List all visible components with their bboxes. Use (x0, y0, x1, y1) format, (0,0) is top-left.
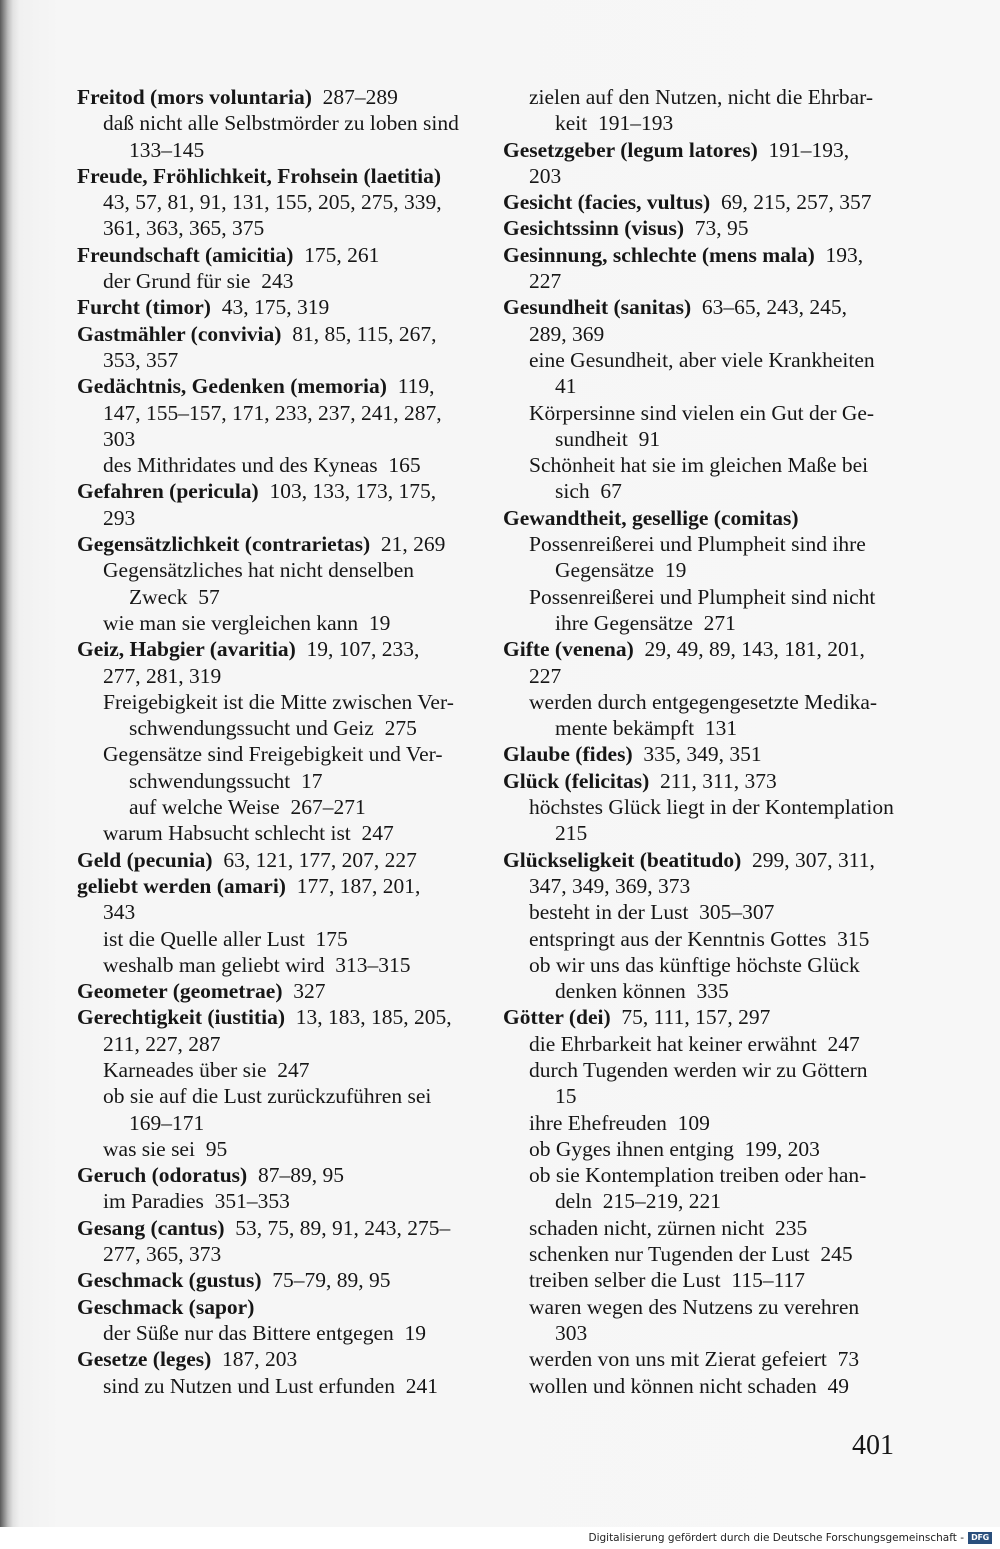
index-subentry: der Grund für sie 243 (103, 269, 294, 294)
index-entry (77, 1215, 477, 1241)
index-entry-term: Gesundheit (sanitas) (503, 295, 692, 320)
index-subentry: 227 (529, 663, 562, 688)
index-entry (503, 505, 903, 531)
index-column-right (503, 84, 903, 1399)
index-continuation-line: 169–171 (129, 1110, 205, 1135)
index-entry-term: Gewandtheit, gesellige (comitas) (503, 505, 799, 530)
index-entry-pages: 299, 307, 311, (741, 847, 875, 872)
index-entry-pages: 75, 111, 157, 297 (610, 1005, 771, 1030)
index-continuation-line: schwendungssucht 17 (129, 768, 323, 793)
index-subentry: 43, 57, 81, 91, 131, 155, 205, 275, 339, (103, 190, 442, 215)
index-entry-term: Gedächtnis, Gedenken (memoria) (77, 374, 387, 399)
index-subentry: waren wegen des Nutzens zu verehren (529, 1294, 860, 1319)
index-entry-pages: 177, 187, 201, (285, 873, 421, 898)
index-subentry: 289, 369 (529, 321, 605, 346)
index-subentry: im Paradies 351–353 (103, 1189, 290, 1214)
index-subentry: besteht in der Lust 305–307 (529, 900, 775, 925)
index-subentry: Freigebigkeit ist die Mitte zwischen Ver- (103, 689, 454, 714)
index-entry-term: Geschmack (gustus) (77, 1268, 262, 1293)
index-entry-pages: 63–65, 243, 245, (691, 295, 848, 320)
index-subentry: ob wir uns das künftige höchste Glück (529, 952, 860, 977)
index-entry-term: geliebt werden (amari) (77, 873, 286, 898)
index-subentry: Schönheit hat sie im gleichen Maße bei (529, 453, 869, 478)
dfg-logo: DFG (968, 1532, 992, 1544)
index-subentry: 293 (103, 505, 136, 530)
index-continuation-line: auf welche Weise 267–271 (129, 795, 366, 820)
index-subentry: Possenreißerei und Plumpheit sind nicht (529, 584, 876, 609)
index-subentry: der Süße nur das Bittere entgegen 19 (103, 1320, 427, 1345)
index-subentry: werden durch entgegengesetzte Medika- (529, 689, 878, 714)
index-subentry: 211, 227, 287 (103, 1031, 221, 1056)
index-subentry: 147, 155–157, 171, 233, 237, 241, 287, (103, 400, 442, 425)
index-entry-term: Gesichtssinn (visus) (503, 216, 684, 241)
index-subentry: Karneades über sie 247 (103, 1057, 310, 1082)
index-continuation-line: deln 215–219, 221 (555, 1189, 722, 1214)
index-entry (77, 294, 477, 320)
index-entry-pages: 21, 269 (370, 532, 446, 557)
index-continuation-line: schwendungssucht und Geiz 275 (129, 716, 417, 741)
index-subentry: entspringt aus der Kenntnis Gottes 315 (529, 926, 870, 951)
index-entry-pages: 175, 261 (293, 242, 380, 267)
index-continuation-line: keit 191–193 (555, 111, 674, 136)
index-entry-term: Gesetzgeber (legum latores) (503, 137, 758, 162)
index-subentry: Gegensätze sind Freigebigkeit und Ver- (103, 742, 443, 767)
index-subentry: zielen auf den Nutzen, nicht die Ehrbar- (529, 85, 874, 109)
index-subentry: Körpersinne sind vielen ein Gut der Ge- (529, 400, 875, 425)
index-subentry: wie man sie vergleichen kann 19 (103, 610, 391, 635)
index-entry-pages: 191–193, (757, 137, 850, 162)
index-subentry: daß nicht alle Selbstmörder zu loben sind (103, 111, 459, 136)
index-entry-pages: 43, 175, 319 (210, 295, 330, 320)
index-entry-pages: 19, 107, 233, (295, 637, 420, 662)
index-subentry: schaden nicht, zürnen nicht 235 (529, 1215, 808, 1240)
index-entry-term: Freundschaft (amicitia) (77, 242, 294, 267)
index-subentry: 277, 281, 319 (103, 663, 222, 688)
index-entry (503, 137, 903, 163)
index-entry (77, 636, 477, 662)
index-subentry: Possenreißerei und Plumpheit sind ihre (529, 532, 866, 557)
index-entry (77, 242, 477, 268)
index-entry-term: Furcht (timor) (77, 295, 211, 320)
index-subentry: 227 (529, 269, 562, 294)
index-entry-pages: 29, 49, 89, 143, 181, 201, (633, 637, 865, 662)
index-subentry: weshalb man geliebt wird 313–315 (103, 952, 411, 977)
index-subentry: 277, 365, 373 (103, 1242, 222, 1267)
index-continuation-line: Zweck 57 (129, 584, 220, 609)
index-entry (77, 321, 477, 347)
index-entry-pages: 335, 349, 351 (632, 742, 762, 767)
index-entry-term: Freitod (mors voluntaria) (77, 85, 312, 109)
index-entry (503, 1004, 903, 1030)
index-continuation-line: 215 (555, 821, 588, 846)
index-entry-term: Freude, Fröhlichkeit, Frohsein (laetitia) (77, 163, 442, 188)
index-entry-term: Gastmähler (convivia) (77, 321, 282, 346)
index-entry (77, 84, 477, 110)
index-entry-term: Glückseligkeit (beatitudo) (503, 847, 742, 872)
index-entry-pages: 13, 183, 185, 205, (285, 1005, 452, 1030)
footer-credit-text: Digitalisierung gefördert durch die Deutsche Forschungsgemeinschaft - (588, 1532, 964, 1544)
index-subentry: ihre Ehefreuden 109 (529, 1110, 710, 1135)
index-entry-term: Geometer (geometrae) (77, 979, 283, 1004)
index-entry-term: Götter (dei) (503, 1005, 611, 1030)
index-entry-pages: 193, (814, 242, 864, 267)
index-continuation-line: 133–145 (129, 137, 205, 162)
index-entry-pages: 327 (282, 979, 326, 1004)
index-entry-pages: 211, 311, 373 (649, 768, 777, 793)
index-entry-term: Geschmack (sapor) (77, 1294, 255, 1319)
index-entry (77, 978, 477, 1004)
index-entry-term: Glück (felicitas) (503, 768, 650, 793)
index-entry (77, 478, 477, 504)
index-entry (77, 1162, 477, 1188)
index-entry-term: Geiz, Habgier (avaritia) (77, 637, 296, 662)
index-subentry: ob sie Kontemplation treiben oder han- (529, 1163, 867, 1188)
index-entry (503, 741, 903, 767)
index-subentry: was sie sei 95 (103, 1136, 228, 1161)
index-entry-term: Geld (pecunia) (77, 847, 213, 872)
index-subentry: warum Habsucht schlecht ist 247 (103, 821, 394, 846)
index-continuation-line: ihre Gegensätze 271 (555, 610, 736, 635)
index-entry-pages: 75–79, 89, 95 (261, 1268, 391, 1293)
index-entry (77, 873, 477, 899)
index-entry-pages: 81, 85, 115, 267, (281, 321, 437, 346)
index-entry (503, 768, 903, 794)
index-continuation-line: sundheit 91 (555, 426, 661, 451)
index-subentry: eine Gesundheit, aber viele Krankheiten (529, 347, 875, 372)
index-subentry: 203 (529, 163, 562, 188)
digitization-footer (0, 1527, 1000, 1549)
index-continuation-line: 303 (555, 1320, 588, 1345)
index-entry-term: Gesinnung, schlechte (mens mala) (503, 242, 815, 267)
index-entry (77, 1294, 477, 1320)
index-subentry: des Mithridates und des Kyneas 165 (103, 453, 421, 478)
index-entry-pages: 103, 133, 173, 175, (258, 479, 437, 504)
index-subentry: 343 (103, 900, 136, 925)
index-entry-term: Gifte (venena) (503, 637, 634, 662)
index-subentry: schenken nur Tugenden der Lust 245 (529, 1242, 853, 1267)
index-entry (503, 847, 903, 873)
index-subentry: sind zu Nutzen und Lust erfunden 241 (103, 1373, 438, 1398)
index-entry-term: Gesicht (facies, vultus) (503, 190, 711, 215)
page-number: 401 (852, 1430, 894, 1461)
index-subentry: höchstes Glück liegt in der Kontemplation (529, 795, 894, 820)
index-entry (503, 294, 903, 320)
index-continuation-line: mente bekämpft 131 (555, 716, 738, 741)
index-continuation-line: sich 67 (555, 479, 622, 504)
index-entry (77, 1346, 477, 1372)
index-subentry: treiben selber die Lust 115–117 (529, 1268, 806, 1293)
index-subentry: 353, 357 (103, 347, 179, 372)
index-continuation-line: Gegensätze 19 (555, 558, 687, 583)
index-entry (77, 373, 477, 399)
index-continuation-line: 15 (555, 1084, 577, 1109)
index-subentry: die Ehrbarkeit hat keiner erwähnt 247 (529, 1031, 860, 1056)
index-entry (503, 636, 903, 662)
index-entry-pages: 73, 95 (684, 216, 749, 241)
index-subentry: wollen und können nicht schaden 49 (529, 1373, 850, 1398)
index-entry-pages: 87–89, 95 (247, 1163, 344, 1188)
index-entry-pages: 63, 121, 177, 207, 227 (212, 847, 417, 872)
index-entry-term: Glaube (fides) (503, 742, 633, 767)
index-entry-term: Gefahren (pericula) (77, 479, 259, 504)
index-entry-pages: 69, 215, 257, 357 (710, 190, 872, 215)
index-column-left (77, 84, 477, 1399)
index-subentry: durch Tugenden werden wir zu Göttern (529, 1057, 868, 1082)
index-entry-pages: 287–289 (311, 85, 398, 109)
index-subentry: 303 (103, 426, 136, 451)
index-subentry: ob sie auf die Lust zurückzuführen sei (103, 1084, 432, 1109)
index-entry-pages: 187, 203 (211, 1347, 298, 1372)
index-subentry: 347, 349, 369, 373 (529, 873, 691, 898)
index-entry (77, 531, 477, 557)
index-entry-pages: 53, 75, 89, 91, 243, 275– (224, 1215, 451, 1240)
index-entry (77, 1004, 477, 1030)
index-subentry: Gegensätzliches hat nicht denselben (103, 558, 415, 583)
index-subentry: 361, 363, 365, 375 (103, 216, 265, 241)
index-continuation-line: denken können 335 (555, 979, 729, 1004)
index-continuation-line: 41 (555, 374, 577, 399)
index-subentry: ob Gyges ihnen entging 199, 203 (529, 1136, 820, 1161)
index-entry-term: Gesang (cantus) (77, 1215, 225, 1240)
index-entry-term: Gegensätzlichkeit (contrarietas) (77, 532, 371, 557)
index-entry (503, 242, 903, 268)
index-entry-term: Gesetze (leges) (77, 1347, 212, 1372)
index-subentry: ist die Quelle aller Lust 175 (103, 926, 348, 951)
index-entry-term: Gerechtigkeit (iustitia) (77, 1005, 285, 1030)
index-entry (77, 163, 477, 189)
index-entry-pages: 119, (386, 374, 435, 399)
index-entry (503, 215, 903, 241)
index-subentry: werden von uns mit Zierat gefeiert 73 (529, 1347, 860, 1372)
index-entry (77, 1267, 477, 1293)
index-entry-term: Geruch (odoratus) (77, 1163, 248, 1188)
index-entry (503, 189, 903, 215)
index-entry (77, 847, 477, 873)
